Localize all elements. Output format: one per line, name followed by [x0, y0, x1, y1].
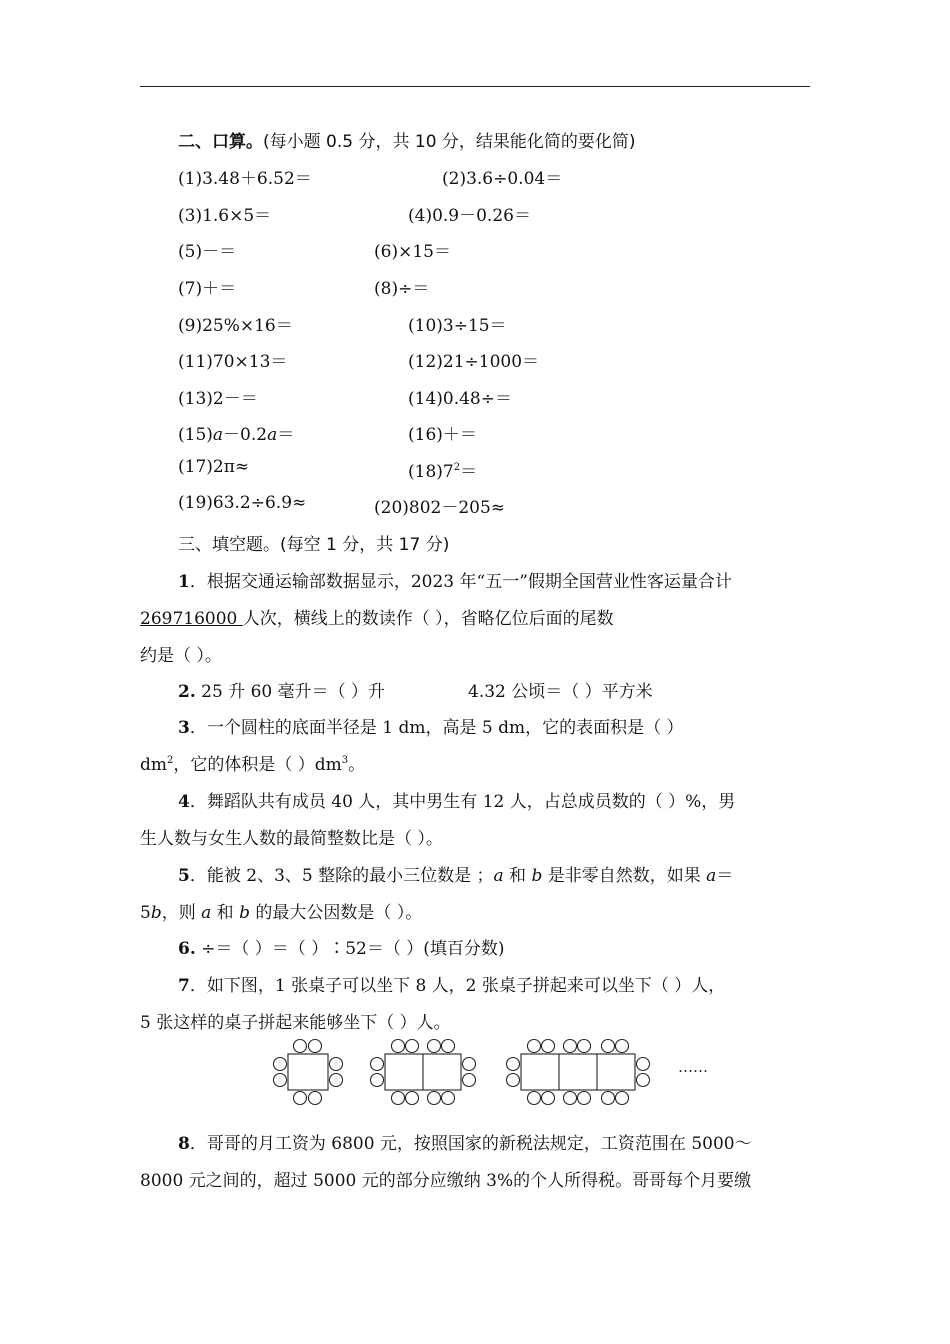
q4-line1: 4．舞蹈队共有成员 40 人，其中男生有 12 人，占总成员数的（ ）%，男: [178, 792, 736, 812]
calc-item: (17)2π≈: [178, 457, 250, 477]
q4-line2: 生人数与女生人数的最简整数比是（ ）。: [140, 829, 443, 849]
q2-line: 2. 25 升 60 毫升＝（ ）升: [178, 682, 386, 702]
q8-line1: 8．哥哥的月工资为 6800 元，按照国家的新税法规定，工资范围在 5000～: [178, 1134, 752, 1154]
section3-title: 三、填空题。: [178, 535, 280, 555]
calc-item: (8)÷＝: [374, 279, 430, 299]
section2-heading: [178, 127, 636, 152]
q6-line: 6. ÷＝（ ）＝（ ）∶52＝（ ）(填百分数): [178, 939, 505, 959]
calc-item: (4)0.9－0.26＝: [408, 206, 531, 226]
q7-line2: 5 张这样的桌子拼起来能够坐下（ ）人。: [140, 1013, 451, 1033]
section2-title: 二、口算。: [178, 132, 263, 152]
q2-line-b: 4.32 公顷＝（ ）平方米: [468, 682, 653, 702]
calc-item: (12)21÷1000＝: [408, 352, 540, 372]
calc-item-15: (15)a－0.2a＝: [178, 425, 295, 445]
ellipsis: ……: [678, 1058, 708, 1076]
calc-item: (13)2－＝: [178, 389, 258, 409]
header-rule: [140, 86, 810, 87]
table-3: [507, 1040, 650, 1105]
section2-note: (每小题 0.5 分，共 10 分，结果能化简的要化简): [263, 132, 636, 152]
q5-line2: 5b，则 a 和 b 的最大公因数是（ ）。: [140, 903, 423, 923]
calc-item: (16)＋＝: [408, 425, 477, 445]
q8-line2: 8000 元之间的，超过 5000 元的部分应缴纳 3%的个人所得税。哥哥每个月要缴: [140, 1171, 752, 1191]
q1-line2: 269716000 人次，横线上的数读作（ ），省略亿位后面的尾数: [140, 609, 614, 629]
q1-line3: 约是（ ）。: [140, 646, 222, 666]
calc-item: (7)＋＝: [178, 279, 237, 299]
calc-item-18: $(18)7^2=$: [408, 462, 478, 482]
q1-line1: 1．根据交通运输部数据显示，2023 年“五一”假期全国营业性客运量合计: [178, 572, 732, 592]
calc-item: (10)3÷15＝: [408, 316, 507, 336]
q5-line1: 5．能被 2、3、5 整除的最小三位数是 ；a 和 b 是非零自然数，如果 a＝: [178, 866, 734, 886]
calc-item: (3)1.6×5＝: [178, 206, 272, 226]
section3-heading: [178, 530, 449, 555]
calc-item: (5)－＝: [178, 242, 237, 262]
calc-item: (9)25%×16＝: [178, 316, 293, 336]
calc-item: (2)3.6÷0.04＝: [442, 169, 563, 189]
q3-line1: 3．一个圆柱的底面半径是 1 dm，高是 5 dm，它的表面积是（ ）: [178, 718, 684, 738]
q7-line1: 7．如下图，1 张桌子可以坐下 8 人，2 张桌子拼起来可以坐下（ ）人，: [178, 976, 726, 996]
calc-item: (14)0.48÷＝: [408, 389, 512, 409]
calc-item: (20)802－205≈: [374, 498, 506, 518]
tables-figure: [270, 1036, 720, 1108]
calc-item: (11)70×13＝: [178, 352, 288, 372]
section3-note: (每空 1 分，共 17 分): [280, 535, 450, 555]
calc-item: (6)×15＝: [374, 242, 451, 262]
calc-item: (19)63.2÷6.9≈: [178, 493, 307, 513]
table-2: [371, 1040, 476, 1105]
calc-item: (1)3.48＋6.52＝: [178, 169, 312, 189]
q3-line2: $dm^2$，它的体积是（ ）$dm^3$。: [140, 755, 366, 775]
table-1: [274, 1040, 343, 1105]
